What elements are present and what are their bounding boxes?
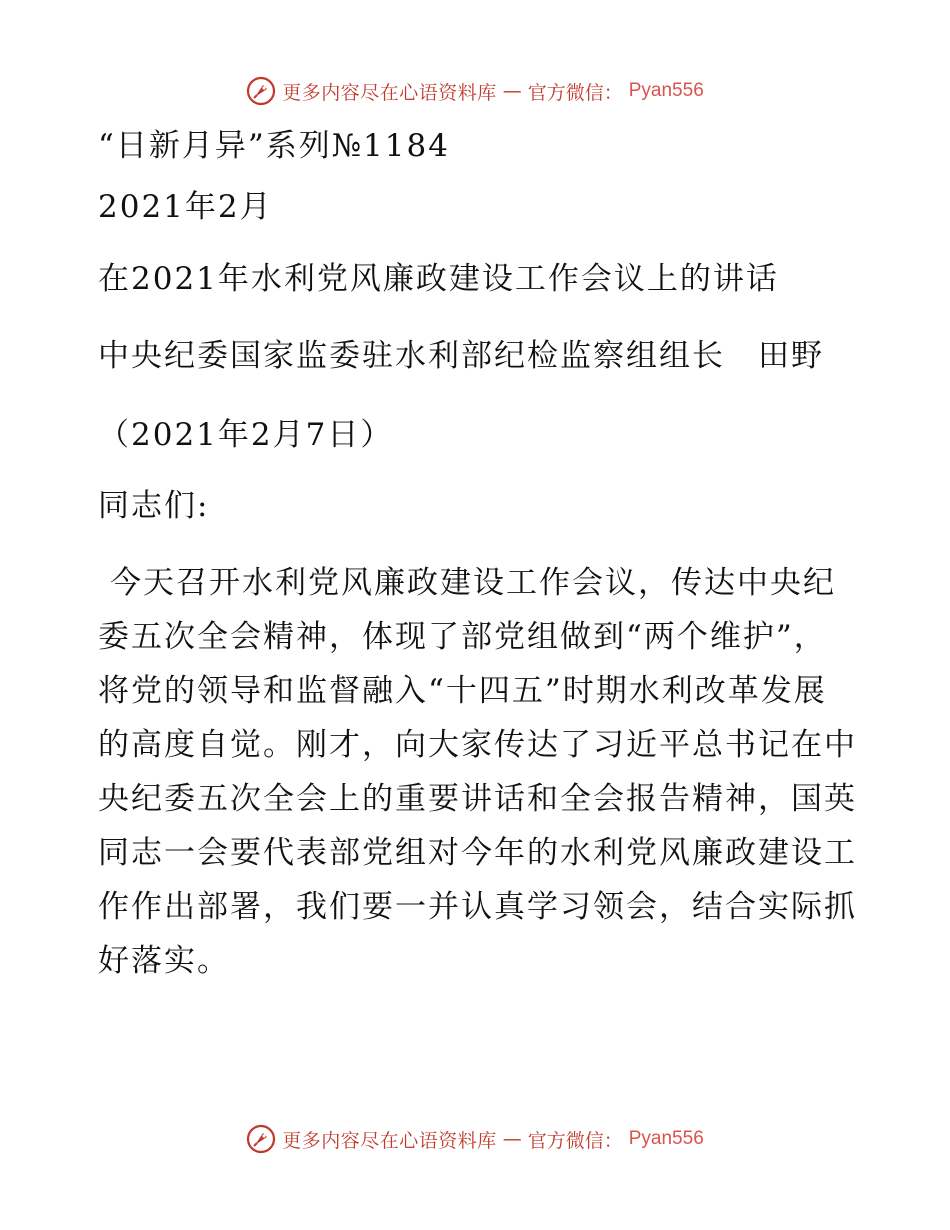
footer-watermark: [0, 1124, 950, 1154]
speech-date: （2021年2月7日）: [98, 417, 394, 453]
watermark-separator: —: [502, 1128, 522, 1150]
watermark-wechat-id: Pyan556: [628, 80, 704, 101]
speech-title: 在2021年水利党风廉政建设工作会议上的讲话: [98, 261, 779, 297]
watermark-separator: —: [502, 80, 522, 102]
watermark-wechat-label: 官方微信：: [527, 1129, 623, 1152]
pen-nib-icon: [246, 76, 276, 106]
header-watermark: [0, 76, 950, 106]
body-paragraph: 今天召开水利党风廉政建设工作会议，传达中央纪委五次全会精神，体现了部党组做到“两个维护”，将党的领导和监督融入“十四五”时期水利改革发展的高度自觉。刚才，向大家传达了习近平总书记在中央纪委五次全会上的重要讲话和全会报告精神，国英同志一会要代表部党组对今年的水利党风廉政建设工作作出部署，我们要一并认真学习领会，结合实际抓好落实。: [98, 565, 857, 979]
watermark-brand: 更多内容尽在心语资料库: [282, 1129, 497, 1152]
watermark-wechat-label: 官方微信：: [527, 81, 623, 104]
speaker-line: 中央纪委国家监委驻水利部纪检监察组组长 田野: [98, 338, 824, 374]
pen-nib-icon: [246, 1124, 276, 1154]
document-body: [98, 124, 858, 1019]
series-label: “日新月异”系列№1184: [98, 128, 450, 164]
greeting: 同志们:: [98, 488, 210, 524]
document-date: 2021年2月: [98, 189, 273, 225]
watermark-wechat-id: Pyan556: [628, 1128, 704, 1149]
watermark-brand: 更多内容尽在心语资料库: [282, 81, 497, 104]
